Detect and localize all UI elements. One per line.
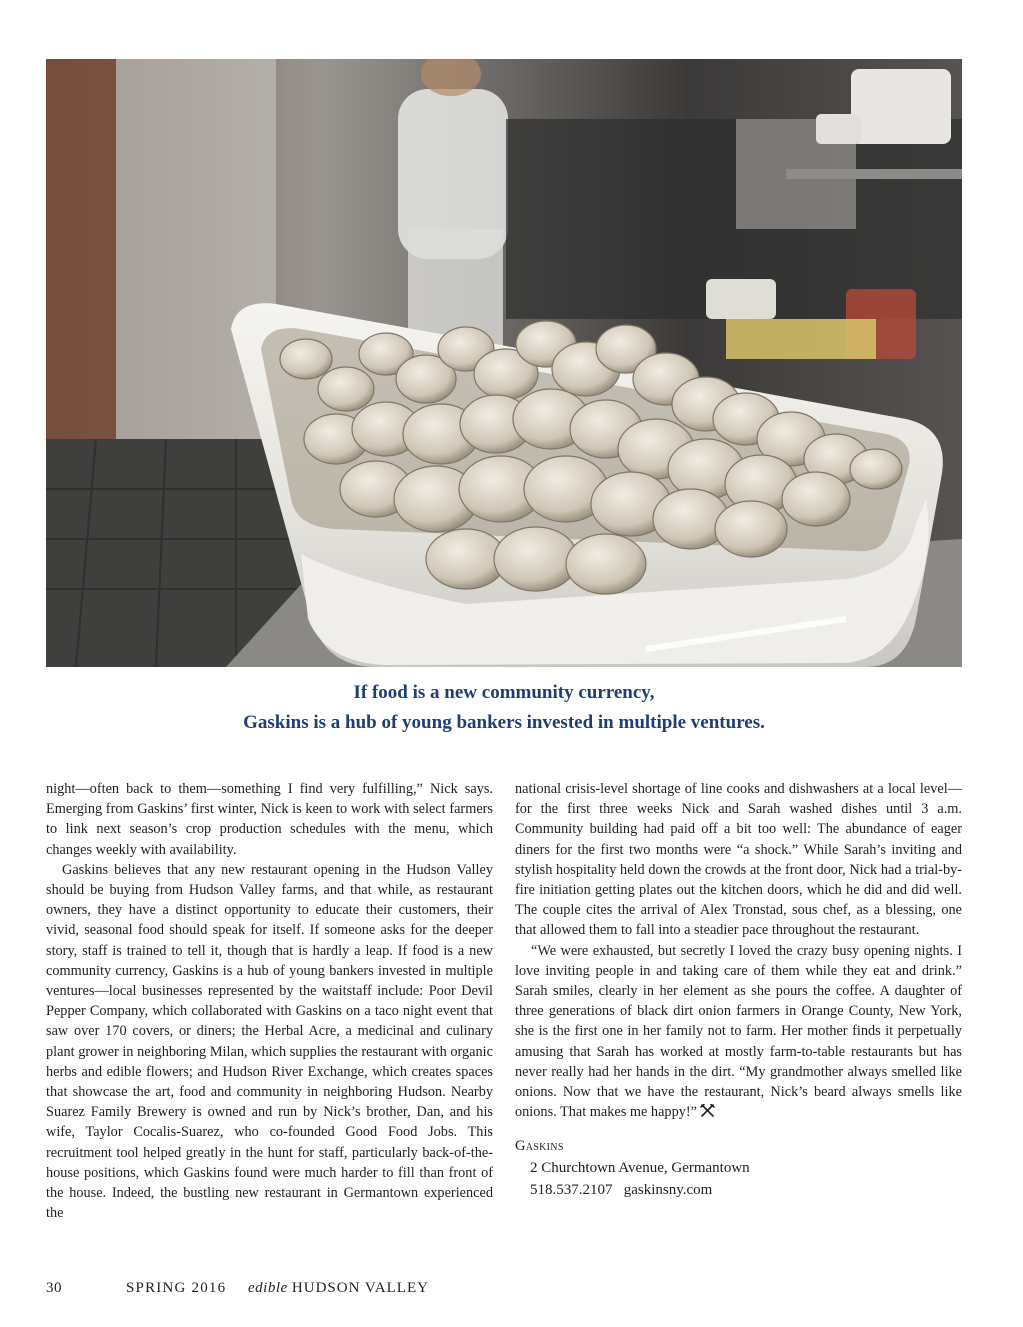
pull-quote-line-1: If food is a new community currency, [353, 682, 655, 703]
right-paragraph-2-text: “We were exhausted, but secretly I loved the crazy busy opening nights. I love inviting people in and taking care of them while they eat and drink.” Sarah smiles, clearly in her element as she pours the coffee. A daughter of three generations of black dirt onion farmers in Orange County, New York, she is the first one in her family not to farm. Her mother finds it perpetually amusing that Sarah has worked at mostly farm-to-table restaurants but has never really had her hands in the dirt. “My grandmother always smelled like onions. Now that we have the restaurant, Nick’s beard always smells like onions. That makes me happy!” [515, 942, 962, 1121]
clams-photo [46, 59, 962, 667]
right-column [515, 779, 962, 1201]
page-number: 30 [46, 1280, 62, 1296]
pull-quote-line-2: Gaskins is a hub of young bankers invested in multiple ventures. [243, 712, 765, 733]
magazine-prefix: edible [248, 1280, 288, 1296]
kitchen-clams-illustration [46, 59, 962, 667]
issue-label: SPRING 2016 [126, 1280, 227, 1296]
restaurant-phone: 518.537.2107 [530, 1181, 613, 1198]
right-paragraph-1: national crisis-level shortage of line cooks and dishwashers at a local level—for the first three weeks Nick and Sarah washed dishes until 3 a.m. Community building had paid off a bit too well: The abundance of eager diners for the first two months were “a shock.” While Sarah’s inviting and stylish hospitality held down the crowds at the front door, Nick had a trial-by-fire initiation getting plates out the kitchen doors, which he did and did well. The couple cites the arrival of Alex Tronstad, sous chef, as a blessing, one that allowed them to fall into a steadier pace throughout the restaurant. [515, 781, 962, 939]
crossed-utensils-icon [700, 1104, 715, 1117]
left-column [46, 779, 493, 1223]
restaurant-website[interactable]: gaskinsny.com [623, 1181, 713, 1198]
left-paragraph-1: night—often back to them—something I find very fulfilling,” Nick says. Emerging from Gaskins’ first winter, Nick is keen to work with select farmers to link next season’s crop production schedules with the menu, which changes weekly with availability. [46, 781, 493, 858]
restaurant-name: Gaskins [515, 1138, 564, 1155]
restaurant-contact [515, 1179, 962, 1201]
restaurant-address: 2 Churchtown Avenue, Germantown [530, 1159, 750, 1176]
page-footer [46, 1280, 429, 1297]
left-paragraph-2: Gaskins believes that any new restaurant opening in the Hudson Valley should be buying from Hudson Valley farms, and that while, as restaurant owners, they have a distinct opportunity to educate their customers, their vivid, seasonal food should speak for itself. If someone asks for the deeper story, staff is trained to tell it, though that is hardly a leap. If food is a new community currency, Gaskins is a hub of young bankers invested in multiple ventures—local businesses represented by the waitstaff include: Poor Devil Pepper Company, which collaborated with Gaskins on a taco night event that saw over 170 covers, or diners; the Herbal Acre, a medicinal and culinary plant grower in neighboring Milan, which supplies the restaurant with organic herbs and edible flowers; and Hudson River Exchange, which creates spaces that showcase the art, food and community in neighboring Hudson. Nearby Suarez Family Brewery is owned and run by Nick’s brother, Dan, and his wife, Taylor Cocalis-Suarez, who co-founded Good Food Jobs. This recruitment tool helped greatly in the hunt for staff, particularly back-of-the-house positions, which Gaskins found were much harder to fill than front of the house. Indeed, the bustling new restaurant in Germantown experienced the [46, 861, 493, 1222]
magazine-name: HUDSON VALLEY [291, 1280, 429, 1296]
restaurant-info [515, 1136, 962, 1200]
pull-quote [46, 678, 962, 738]
right-paragraph-2 [515, 941, 962, 1123]
